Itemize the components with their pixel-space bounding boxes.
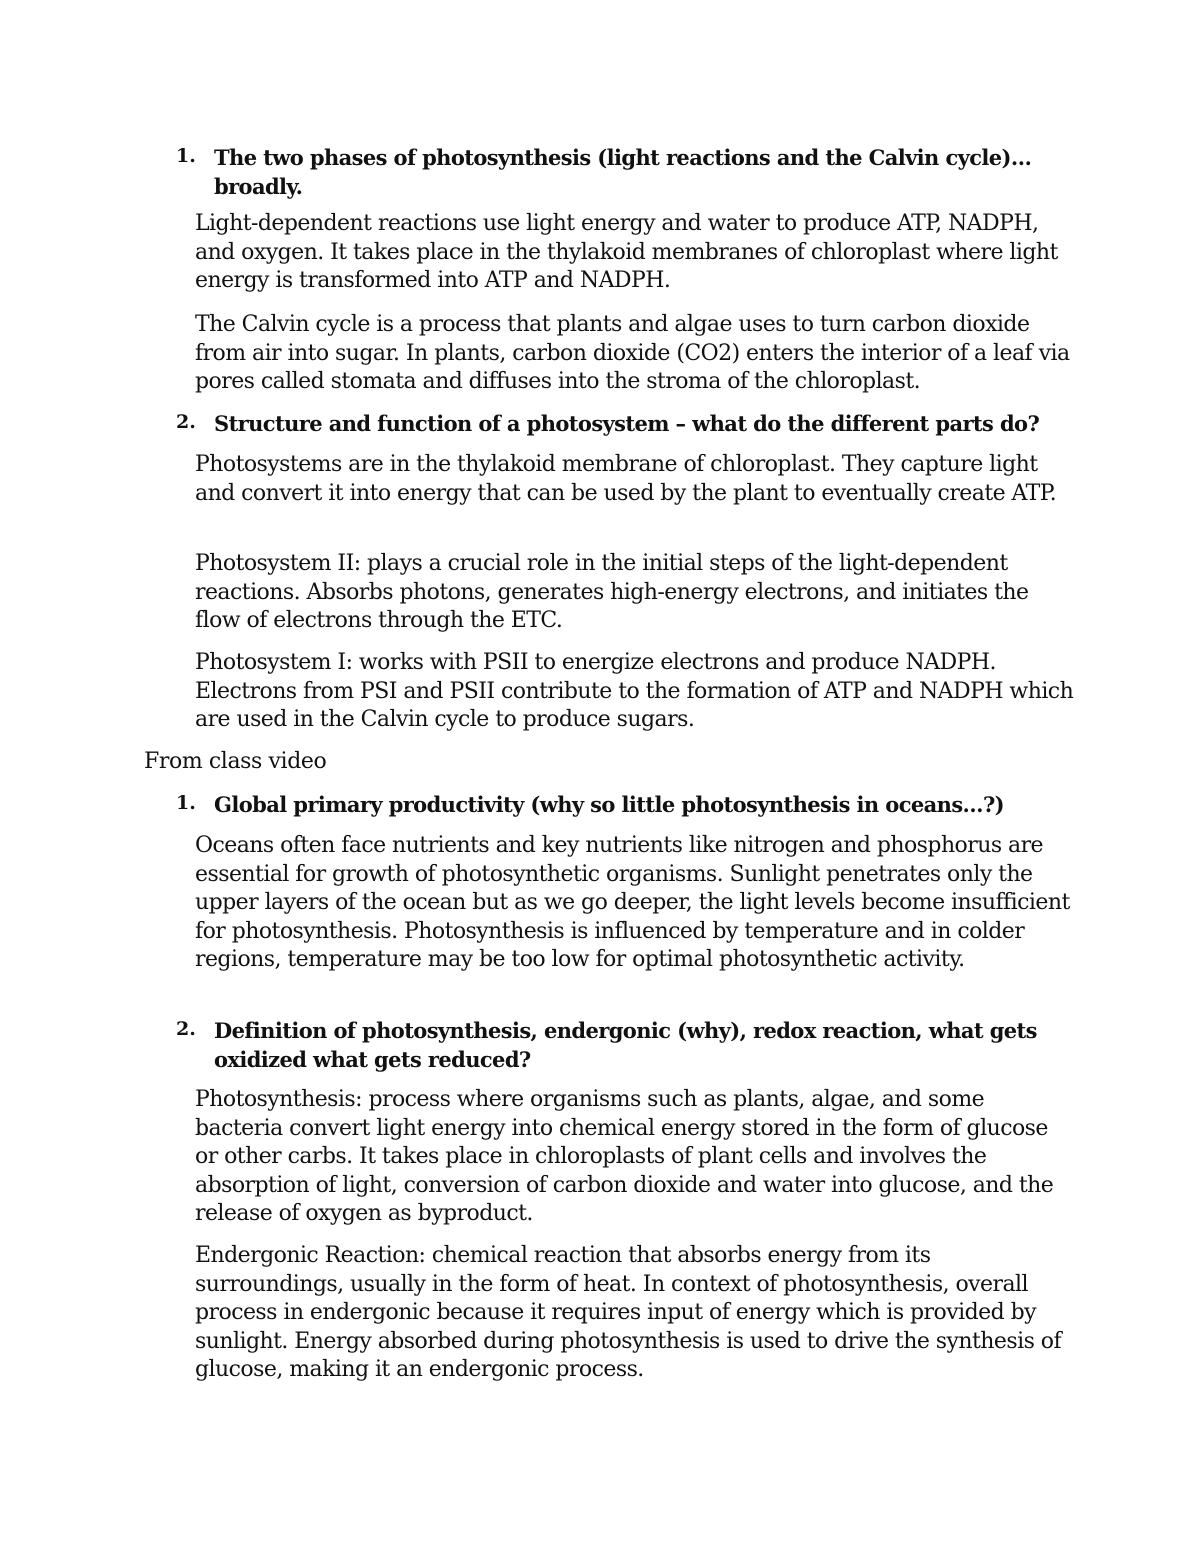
answer-paragraph: The Calvin cycle is a process that plants and algae uses to turn carbon dioxide from air into sugar. In plants, carbon dioxide (CO2) enters the interior of a leaf via pores called stomata and diffuses into the stroma of the chloroplast. <box>195 312 1070 394</box>
answer-paragraph: Endergonic Reaction: chemical reaction that absorbs energy from its surroundings, usually in the form of heat. In context of photosynthesis, overall process in endergonic because it requires input of energy which is provided by sunlight. Energy absorbed during photosynthesis is used to drive the synthesis of glucose, making it an endergonic process. <box>195 1243 1062 1382</box>
list-number: 2. <box>176 1018 196 1040</box>
list-number: 2. <box>176 411 196 433</box>
question-heading: Global primary productivity (why so little photosynthesis in oceans…?) <box>214 792 1005 817</box>
answer-paragraph: Photosystems are in the thylakoid membrane of chloroplast. They capture light and convert it into energy that can be used by the plant to eventually create ATP. <box>195 452 1057 506</box>
answer-paragraph: Photosystem I: works with PSII to energize electrons and produce NADPH. Electrons from PSI and PSII contribute to the formation of ATP and NADPH which are used in the Calvin cycle to produce sugars. <box>195 650 1074 732</box>
question-heading: The two phases of photosynthesis (light reactions and the Calvin cycle)…broadly. <box>214 145 1032 199</box>
section-heading: From class video <box>144 749 327 774</box>
answer-paragraph: Photosystem II: plays a crucial role in the initial steps of the light-dependent reactions. Absorbs photons, generates high-energy electrons, and initiates the flow of electrons through the ETC. <box>195 551 1029 633</box>
question-heading: Definition of photosynthesis, endergonic (why), redox reaction, what gets oxidized what gets reduced? <box>214 1018 1037 1072</box>
answer-paragraph: Photosynthesis: process where organisms such as plants, algae, and some bacteria convert light energy into chemical energy stored in the form of glucose or other carbs. It takes place in chloroplasts of plant cells and involves the absorption of light, conversion of carbon dioxide and water into glucose, and the release of oxygen as byproduct. <box>195 1087 1054 1226</box>
answer-paragraph: Oceans often face nutrients and key nutrients like nitrogen and phosphorus are essential for growth of photosynthetic organisms. Sunlight penetrates only the upper layers of the ocean but as we go deeper, the light levels become insufficient for photosynthesis. Photosynthesis is influenced by temperature and in colder regions, temperature may be too low for optimal photosynthetic activity. <box>195 833 1070 972</box>
question-heading: Structure and function of a photosystem – what do the different parts do? <box>214 411 1040 436</box>
answer-paragraph: Light-dependent reactions use light energy and water to produce ATP, NADPH, and oxygen. It takes place in the thylakoid membranes of chloroplast where light energy is transformed into ATP and NADPH. <box>195 211 1058 293</box>
list-number: 1. <box>176 792 196 814</box>
list-number: 1. <box>176 145 196 167</box>
